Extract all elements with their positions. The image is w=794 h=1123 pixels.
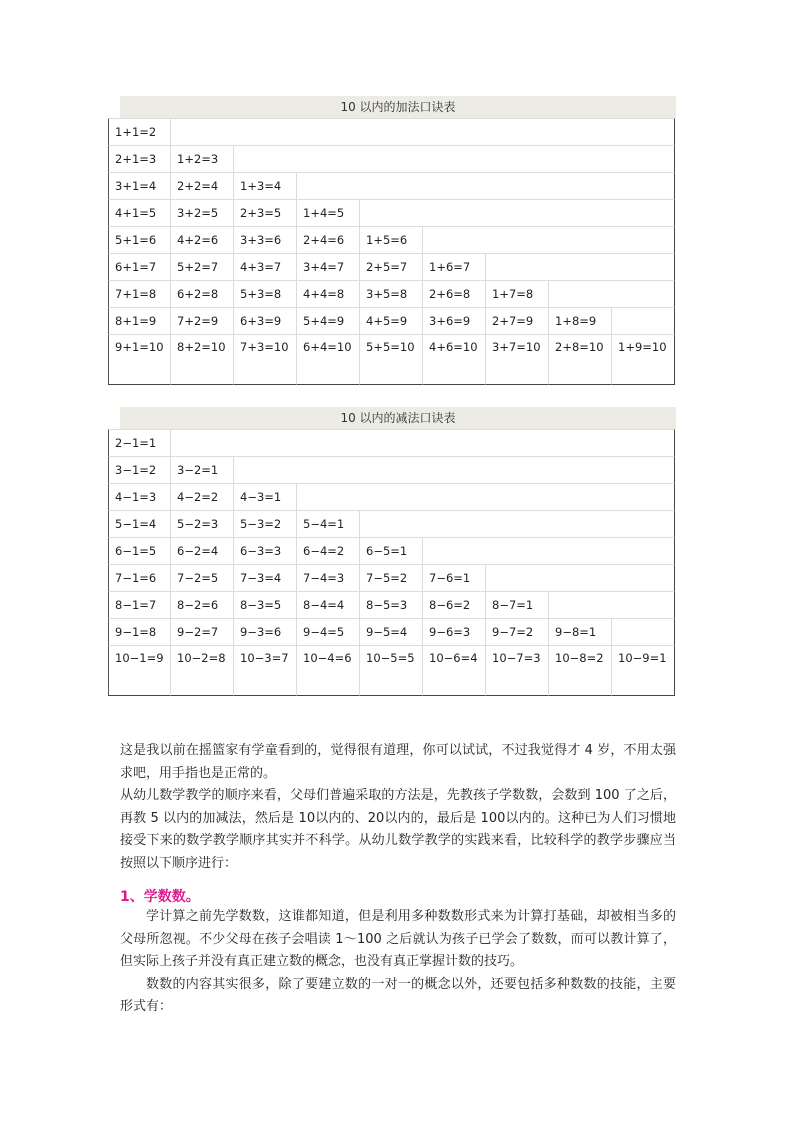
addition-empty-cell bbox=[234, 118, 297, 145]
subtraction-cell: 3−1=2 bbox=[108, 456, 171, 483]
addition-empty-cell bbox=[423, 172, 486, 199]
subtraction-empty-cell bbox=[423, 456, 486, 483]
subtraction-cell: 9−5=4 bbox=[360, 618, 423, 645]
addition-cell: 9+1=10 bbox=[108, 334, 171, 385]
subtraction-empty-cell bbox=[612, 537, 675, 564]
subtraction-empty-cell bbox=[486, 483, 549, 510]
paragraph-source-note: 这是我以前在摇篮家有学童看到的，觉得很有道理，你可以试试，不过我觉得才 4 岁，不用太强求吧，用手指也是正常的。 bbox=[120, 743, 676, 781]
subtraction-cell: 6−5=1 bbox=[360, 537, 423, 564]
section-heading-counting: 1、学数数。 bbox=[120, 889, 200, 905]
subtraction-cell: 6−1=5 bbox=[108, 537, 171, 564]
addition-cell: 5+3=8 bbox=[234, 280, 297, 307]
addition-empty-cell bbox=[486, 172, 549, 199]
addition-cell: 1+1=2 bbox=[108, 118, 171, 145]
subtraction-cell: 5−1=4 bbox=[108, 510, 171, 537]
addition-cell: 2+5=7 bbox=[360, 253, 423, 280]
addition-cell: 5+2=7 bbox=[171, 253, 234, 280]
subtraction-cell: 2−1=1 bbox=[108, 429, 171, 456]
subtraction-cell: 10−4=6 bbox=[297, 645, 360, 696]
subtraction-table-title: 10 以内的减法口诀表 bbox=[120, 407, 676, 429]
addition-empty-cell bbox=[612, 280, 675, 307]
subtraction-cell: 8−4=4 bbox=[297, 591, 360, 618]
addition-cell: 3+5=8 bbox=[360, 280, 423, 307]
addition-cell: 3+1=4 bbox=[108, 172, 171, 199]
paragraph-counting-2: 数数的内容其实很多，除了要建立数的一对一的概念以外，还要包括多种数数的技能，主要形式有： bbox=[120, 976, 676, 1014]
subtraction-empty-cell bbox=[360, 429, 423, 456]
addition-cell: 3+2=5 bbox=[171, 199, 234, 226]
addition-cell: 5+5=10 bbox=[360, 334, 423, 385]
addition-cell: 6+2=8 bbox=[171, 280, 234, 307]
addition-cell: 1+8=9 bbox=[549, 307, 612, 334]
addition-empty-cell bbox=[171, 118, 234, 145]
addition-empty-cell bbox=[549, 253, 612, 280]
addition-table bbox=[108, 118, 675, 385]
addition-empty-cell bbox=[360, 199, 423, 226]
addition-empty-cell bbox=[297, 118, 360, 145]
subtraction-cell: 7−6=1 bbox=[423, 564, 486, 591]
addition-empty-cell bbox=[549, 172, 612, 199]
intro-text bbox=[120, 740, 676, 875]
addition-cell: 7+2=9 bbox=[171, 307, 234, 334]
addition-empty-cell bbox=[297, 145, 360, 172]
subtraction-empty-cell bbox=[612, 429, 675, 456]
subtraction-cell: 9−3=6 bbox=[234, 618, 297, 645]
subtraction-cell: 8−5=3 bbox=[360, 591, 423, 618]
addition-empty-cell bbox=[612, 307, 675, 334]
addition-cell: 4+6=10 bbox=[423, 334, 486, 385]
addition-empty-cell bbox=[360, 145, 423, 172]
subtraction-empty-cell bbox=[549, 483, 612, 510]
subtraction-cell: 6−4=2 bbox=[297, 537, 360, 564]
addition-empty-cell bbox=[486, 253, 549, 280]
subtraction-empty-cell bbox=[423, 510, 486, 537]
subtraction-cell: 5−4=1 bbox=[297, 510, 360, 537]
subtraction-cell: 10−3=7 bbox=[234, 645, 297, 696]
subtraction-cell: 4−1=3 bbox=[108, 483, 171, 510]
addition-empty-cell bbox=[612, 145, 675, 172]
subtraction-empty-cell bbox=[234, 429, 297, 456]
addition-cell: 1+2=3 bbox=[171, 145, 234, 172]
subtraction-cell: 10−5=5 bbox=[360, 645, 423, 696]
addition-empty-cell bbox=[612, 172, 675, 199]
subtraction-cell: 8−6=2 bbox=[423, 591, 486, 618]
subtraction-empty-cell bbox=[612, 618, 675, 645]
addition-cell: 4+1=5 bbox=[108, 199, 171, 226]
addition-empty-cell bbox=[549, 280, 612, 307]
subtraction-cell: 9−4=5 bbox=[297, 618, 360, 645]
addition-empty-cell bbox=[234, 145, 297, 172]
addition-cell: 4+3=7 bbox=[234, 253, 297, 280]
subtraction-cell: 7−5=2 bbox=[360, 564, 423, 591]
addition-cell: 2+6=8 bbox=[423, 280, 486, 307]
addition-empty-cell bbox=[549, 226, 612, 253]
addition-cell: 4+4=8 bbox=[297, 280, 360, 307]
addition-cell: 3+4=7 bbox=[297, 253, 360, 280]
addition-cell: 1+9=10 bbox=[612, 334, 675, 385]
subtraction-cell: 10−9=1 bbox=[612, 645, 675, 696]
subtraction-empty-cell bbox=[549, 429, 612, 456]
addition-cell: 8+2=10 bbox=[171, 334, 234, 385]
addition-empty-cell bbox=[423, 145, 486, 172]
subtraction-empty-cell bbox=[297, 429, 360, 456]
subtraction-empty-cell bbox=[486, 429, 549, 456]
subtraction-cell: 6−2=4 bbox=[171, 537, 234, 564]
addition-cell: 1+5=6 bbox=[360, 226, 423, 253]
subtraction-cell: 3−2=1 bbox=[171, 456, 234, 483]
subtraction-empty-cell bbox=[549, 564, 612, 591]
addition-cell: 3+7=10 bbox=[486, 334, 549, 385]
subtraction-empty-cell bbox=[486, 564, 549, 591]
subtraction-cell: 8−2=6 bbox=[171, 591, 234, 618]
addition-cell: 2+4=6 bbox=[297, 226, 360, 253]
addition-cell: 8+1=9 bbox=[108, 307, 171, 334]
subtraction-cell: 8−1=7 bbox=[108, 591, 171, 618]
subtraction-empty-cell bbox=[423, 537, 486, 564]
addition-empty-cell bbox=[549, 145, 612, 172]
subtraction-empty-cell bbox=[549, 591, 612, 618]
subtraction-cell: 9−7=2 bbox=[486, 618, 549, 645]
addition-empty-cell bbox=[486, 226, 549, 253]
addition-cell: 1+7=8 bbox=[486, 280, 549, 307]
subtraction-empty-cell bbox=[612, 456, 675, 483]
addition-cell: 5+4=9 bbox=[297, 307, 360, 334]
addition-empty-cell bbox=[360, 118, 423, 145]
addition-table-title: 10 以内的加法口诀表 bbox=[120, 96, 676, 118]
addition-cell: 1+6=7 bbox=[423, 253, 486, 280]
addition-cell: 1+3=4 bbox=[234, 172, 297, 199]
addition-empty-cell bbox=[486, 199, 549, 226]
addition-cell: 2+1=3 bbox=[108, 145, 171, 172]
subtraction-empty-cell bbox=[549, 456, 612, 483]
subtraction-cell: 10−2=8 bbox=[171, 645, 234, 696]
addition-cell: 6+3=9 bbox=[234, 307, 297, 334]
subtraction-empty-cell bbox=[612, 483, 675, 510]
addition-empty-cell bbox=[360, 172, 423, 199]
subtraction-cell: 10−7=3 bbox=[486, 645, 549, 696]
subtraction-cell: 10−8=2 bbox=[549, 645, 612, 696]
addition-empty-cell bbox=[423, 226, 486, 253]
subtraction-table bbox=[108, 429, 675, 696]
addition-empty-cell bbox=[297, 172, 360, 199]
addition-cell: 2+7=9 bbox=[486, 307, 549, 334]
subtraction-cell: 4−3=1 bbox=[234, 483, 297, 510]
addition-empty-cell bbox=[549, 118, 612, 145]
addition-empty-cell bbox=[486, 118, 549, 145]
subtraction-cell: 8−3=5 bbox=[234, 591, 297, 618]
subtraction-empty-cell bbox=[612, 564, 675, 591]
paragraph-teaching-order: 从幼儿数学教学的顺序来看，父母们普遍采取的方法是，先教孩子学数数，会数到 100 了之后，再教 5 以内的加减法，然后是 10以内的、20以内的，最后是 100以内的。这种已为人们习惯地接受下来的数学教学顺序其实并不科学。从幼儿数学教学的实践来看，比较科学的教学步骤应当按照以下顺序进行： bbox=[120, 788, 676, 871]
addition-empty-cell bbox=[486, 145, 549, 172]
subtraction-cell: 7−3=4 bbox=[234, 564, 297, 591]
subtraction-empty-cell bbox=[423, 429, 486, 456]
addition-empty-cell bbox=[549, 199, 612, 226]
subtraction-empty-cell bbox=[360, 483, 423, 510]
addition-empty-cell bbox=[612, 199, 675, 226]
subtraction-cell: 9−6=3 bbox=[423, 618, 486, 645]
addition-cell: 6+1=7 bbox=[108, 253, 171, 280]
subtraction-empty-cell bbox=[612, 510, 675, 537]
subtraction-empty-cell bbox=[549, 537, 612, 564]
counting-text bbox=[120, 906, 676, 1019]
addition-empty-cell bbox=[612, 226, 675, 253]
addition-empty-cell bbox=[612, 118, 675, 145]
subtraction-cell: 10−1=9 bbox=[108, 645, 171, 696]
subtraction-cell: 5−2=3 bbox=[171, 510, 234, 537]
subtraction-empty-cell bbox=[486, 537, 549, 564]
subtraction-cell: 9−1=8 bbox=[108, 618, 171, 645]
subtraction-cell: 9−2=7 bbox=[171, 618, 234, 645]
addition-cell: 3+6=9 bbox=[423, 307, 486, 334]
addition-cell: 1+4=5 bbox=[297, 199, 360, 226]
subtraction-cell: 7−4=3 bbox=[297, 564, 360, 591]
addition-empty-cell bbox=[423, 199, 486, 226]
addition-cell: 2+2=4 bbox=[171, 172, 234, 199]
addition-cell: 5+1=6 bbox=[108, 226, 171, 253]
subtraction-empty-cell bbox=[360, 510, 423, 537]
subtraction-empty-cell bbox=[549, 510, 612, 537]
subtraction-empty-cell bbox=[486, 456, 549, 483]
subtraction-cell: 6−3=3 bbox=[234, 537, 297, 564]
addition-cell: 4+5=9 bbox=[360, 307, 423, 334]
addition-cell: 6+4=10 bbox=[297, 334, 360, 385]
subtraction-cell: 7−2=5 bbox=[171, 564, 234, 591]
addition-cell: 3+3=6 bbox=[234, 226, 297, 253]
addition-cell: 2+8=10 bbox=[549, 334, 612, 385]
subtraction-empty-cell bbox=[486, 510, 549, 537]
addition-empty-cell bbox=[612, 253, 675, 280]
subtraction-cell: 10−6=4 bbox=[423, 645, 486, 696]
subtraction-empty-cell bbox=[297, 456, 360, 483]
addition-cell: 4+2=6 bbox=[171, 226, 234, 253]
addition-cell: 7+3=10 bbox=[234, 334, 297, 385]
subtraction-cell: 7−1=6 bbox=[108, 564, 171, 591]
subtraction-cell: 4−2=2 bbox=[171, 483, 234, 510]
subtraction-empty-cell bbox=[360, 456, 423, 483]
addition-cell: 2+3=5 bbox=[234, 199, 297, 226]
subtraction-empty-cell bbox=[612, 591, 675, 618]
subtraction-empty-cell bbox=[234, 456, 297, 483]
subtraction-cell: 5−3=2 bbox=[234, 510, 297, 537]
subtraction-cell: 9−8=1 bbox=[549, 618, 612, 645]
addition-cell: 7+1=8 bbox=[108, 280, 171, 307]
subtraction-cell: 8−7=1 bbox=[486, 591, 549, 618]
subtraction-empty-cell bbox=[171, 429, 234, 456]
subtraction-empty-cell bbox=[297, 483, 360, 510]
subtraction-empty-cell bbox=[423, 483, 486, 510]
paragraph-counting-1: 学计算之前先学数数，这谁都知道，但是利用多种数数形式来为计算打基础，却被相当多的父母所忽视。不少父母在孩子会唱读 1～100 之后就认为孩子已学会了数数，而可以教计算了，但实际上孩子并没有真正建立数的概念，也没有真正掌握计数的技巧。 bbox=[120, 909, 676, 969]
addition-empty-cell bbox=[423, 118, 486, 145]
